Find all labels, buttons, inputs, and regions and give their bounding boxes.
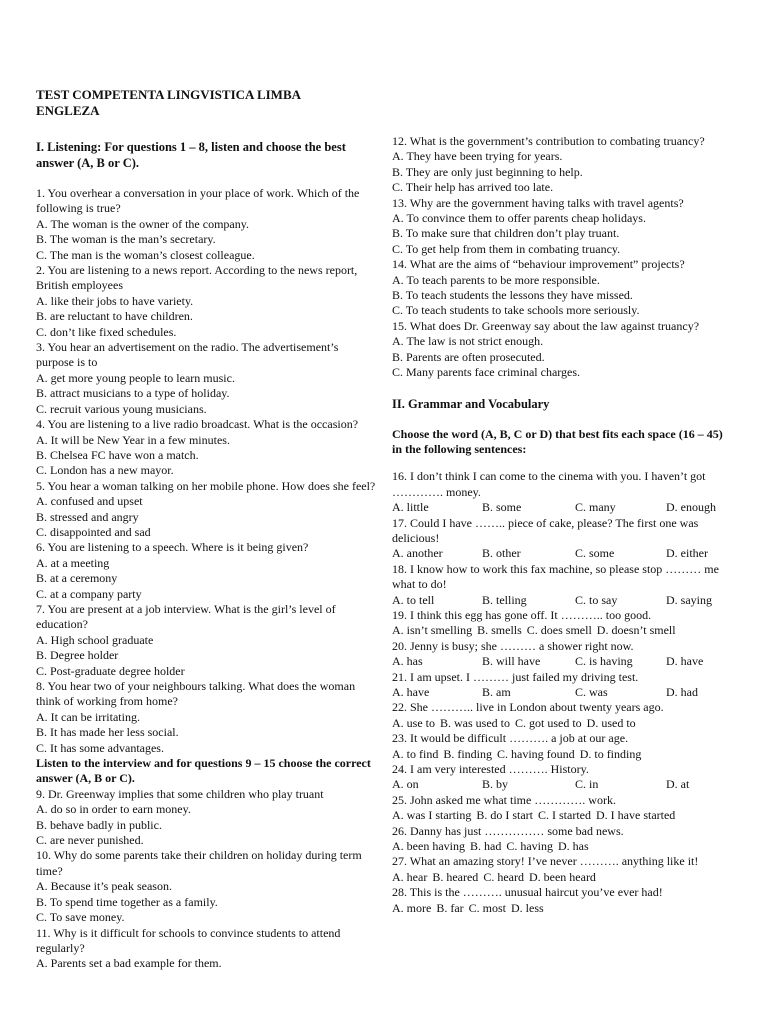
answer-option: B. am — [482, 685, 511, 699]
answer-option: A. use to — [392, 715, 435, 730]
question-line: B. Degree holder — [36, 648, 119, 663]
grammar-question: 21. I am upset. I ……… just failed my driving test. — [392, 669, 639, 684]
question-line: 8. You hear two of your neighbours talking. What does the woman think of working from home? — [36, 679, 356, 709]
page-title: TEST COMPETENTA LINGVISTICA LIMBA ENGLEZA — [36, 87, 301, 118]
answer-option: C. does smell — [526, 623, 592, 638]
answer-option: B. was used to — [440, 715, 510, 730]
answer-option: A. hear — [392, 869, 428, 884]
grammar-question: 17. Could I have …….. piece of cake, please? The first one was delicious! — [392, 515, 699, 545]
answer-options — [392, 593, 732, 608]
answer-option: C. is having — [575, 654, 633, 669]
grammar-question: 28. This is the ………. unusual haircut you’ve ever had! — [392, 885, 663, 900]
answer-option: D. at — [666, 777, 690, 792]
question-line: C. don’t like fixed schedules. — [36, 324, 177, 339]
answer-option: C. I started — [538, 808, 591, 823]
question-line: 13. Why are the government having talks with travel agents? — [392, 195, 684, 210]
question-line: A. They have been trying for years. — [392, 149, 563, 164]
answer-option: B. will have — [482, 654, 541, 669]
answer-option: B. far — [436, 900, 464, 915]
question-line: 10. Why do some parents take their children on holiday during term time? — [36, 848, 362, 878]
question-line: C. London has a new mayor. — [36, 463, 174, 478]
answer-option: B. had — [469, 839, 502, 854]
answer-option: D. have — [666, 654, 704, 669]
grammar-questions — [392, 469, 732, 916]
answer-option: C. was — [575, 685, 608, 699]
question-line: A. do so in order to earn money. — [36, 802, 191, 817]
question-line: 9. Dr. Greenway implies that some children who play truant — [36, 786, 324, 801]
answer-options — [392, 716, 732, 731]
answer-options — [392, 901, 732, 916]
question-line: C. recruit various young musicians. — [36, 401, 207, 416]
grammar-question: 27. What an amazing story! I’ve never ………. anything like it! — [392, 854, 699, 869]
question-line: 12. What is the government’s contribution to combating truancy? — [392, 134, 705, 148]
answer-option: C. many — [575, 500, 616, 515]
answer-option: C. having found — [497, 746, 575, 761]
question-line: 4. You are listening to a live radio broadcast. What is the occasion? — [36, 417, 359, 432]
question-line: B. Parents are often prosecuted. — [392, 349, 545, 364]
answer-option: B. finding — [443, 746, 493, 761]
question-line: B. To make sure that children don’t play truant. — [392, 226, 620, 241]
answer-options — [392, 839, 732, 854]
answer-options — [392, 747, 732, 762]
answer-option: D. less — [511, 900, 544, 915]
grammar-question: 20. Jenny is busy; she ……… a shower right now. — [392, 638, 634, 653]
listening-questions-continued — [392, 134, 732, 381]
question-line: A. Because it’s peak season. — [36, 879, 172, 894]
question-line: C. disappointed and sad — [36, 524, 151, 539]
section-2-heading: II. Grammar and Vocabulary — [392, 396, 550, 411]
answer-options — [392, 808, 732, 823]
answer-options — [392, 685, 732, 700]
question-line: A. like their jobs to have variety. — [36, 293, 194, 308]
answer-option: D. enough — [666, 500, 716, 515]
answer-option: D. I have started — [596, 808, 676, 823]
answer-option: C. most — [468, 900, 506, 915]
grammar-question: 23. It would be difficult ………. a job at our age. — [392, 731, 629, 746]
question-line: 6. You are listening to a speech. Where is it being given? — [36, 540, 309, 555]
answer-option: D. has — [558, 839, 589, 854]
answer-option: B. other — [482, 546, 521, 561]
answer-option: A. has — [392, 654, 423, 669]
question-line: A. It will be New Year in a few minutes. — [36, 432, 230, 447]
answer-options — [392, 623, 732, 638]
question-line: C. To teach students to take schools more seriously. — [392, 303, 640, 318]
answer-option: B. smells — [477, 623, 522, 638]
answer-options — [392, 500, 732, 515]
grammar-question: 18. I know how to work this fax machine, so please stop ……… me what to do! — [392, 561, 719, 592]
question-line: A. It can be irritating. — [36, 709, 140, 724]
answer-option: D. saying — [666, 592, 712, 607]
answer-option: A. have — [392, 685, 430, 699]
answer-option: C. to say — [575, 592, 618, 607]
grammar-question: 22. She ……….. live in London about twenty years ago. — [392, 700, 664, 715]
question-line: C. Post-graduate degree holder — [36, 663, 185, 678]
answer-option: A. to tell — [392, 592, 435, 607]
interview-instruction: Listen to the interview and for questions 9 – 15 choose the correct answer (A, B or C). — [36, 756, 371, 786]
question-line: 1. You overhear a conversation in your place of work. Which of the following is true? — [36, 186, 360, 216]
question-line: B. To teach students the lessons they have missed. — [392, 288, 633, 303]
answer-option: B. do I start — [476, 808, 533, 823]
answer-option: B. some — [482, 500, 522, 515]
right-column — [392, 134, 732, 916]
question-line: A. High school graduate — [36, 632, 154, 647]
question-line: C. To get help from them in combating truancy. — [392, 241, 621, 256]
answer-options — [392, 777, 732, 792]
question-line: B. It has made her less social. — [36, 725, 179, 740]
question-line: B. Chelsea FC have won a match. — [36, 447, 199, 462]
answer-option: B. telling — [482, 592, 527, 607]
question-line: A. get more young people to learn music. — [36, 370, 235, 385]
question-line: C. are never punished. — [36, 833, 144, 848]
answer-options — [392, 654, 732, 669]
question-line: B. The woman is the man’s secretary. — [36, 232, 216, 247]
answer-option: A. little — [392, 500, 429, 515]
answer-option: C. having — [506, 839, 553, 854]
question-line: C. Many parents face criminal charges. — [392, 365, 581, 380]
answer-options — [392, 546, 732, 561]
answer-option: D. used to — [586, 715, 636, 730]
question-line: 15. What does Dr. Greenway say about the law against truancy? — [392, 318, 700, 333]
answer-option: D. either — [666, 546, 708, 561]
answer-option: D. to finding — [579, 746, 642, 761]
question-line: B. stressed and angry — [36, 509, 139, 524]
question-line: A. Parents set a bad example for them. — [36, 956, 222, 971]
answer-option: A. been having — [392, 839, 465, 854]
section-1-heading: I. Listening: For questions 1 – 8, listen and choose the best answer (A, B or C). — [36, 140, 346, 170]
question-line: A. confused and upset — [36, 494, 143, 509]
left-column — [36, 139, 378, 972]
answer-option: A. isn’t smelling — [392, 623, 473, 638]
grammar-question: 16. I don’t think I can come to the cinema with you. I haven’t got …………. money. — [392, 469, 706, 499]
answer-option: A. to find — [392, 746, 439, 761]
question-line: B. are reluctant to have children. — [36, 309, 193, 324]
question-line: B. at a ceremony — [36, 571, 118, 586]
answer-option: A. more — [392, 900, 432, 915]
question-line: A. The woman is the owner of the company. — [36, 216, 249, 231]
question-line: C. The man is the woman’s closest colleague. — [36, 247, 255, 262]
question-line: B. To spend time together as a family. — [36, 894, 218, 909]
answer-option: B. by — [482, 777, 509, 792]
question-line: 2. You are listening to a news report. According to the news report, British employees — [36, 263, 358, 293]
grammar-question: 25. John asked me what time …………. work. — [392, 792, 616, 807]
question-line: A. The law is not strict enough. — [392, 334, 544, 349]
question-line: B. attract musicians to a type of holiday. — [36, 386, 230, 401]
question-line: 3. You hear an advertisement on the radio. The advertisement’s purpose is to — [36, 340, 339, 370]
question-line: B. They are only just beginning to help. — [392, 164, 583, 179]
question-line: B. behave badly in public. — [36, 817, 162, 832]
question-line: A. To convince them to offer parents cheap holidays. — [392, 211, 646, 226]
answer-option: A. another — [392, 546, 443, 561]
answer-option: C. heard — [483, 869, 524, 884]
grammar-question: 26. Danny has just …………… some bad news. — [392, 823, 624, 838]
question-line: C. at a company party — [36, 586, 142, 601]
question-line: C. Their help has arrived too late. — [392, 180, 554, 195]
interview-questions — [36, 787, 378, 972]
answer-option: C. got used to — [515, 715, 582, 730]
question-line: C. It has some advantages. — [36, 740, 164, 755]
answer-option: D. had — [666, 685, 698, 699]
grammar-question: 24. I am very interested ………. History. — [392, 762, 589, 777]
answer-options — [392, 870, 732, 885]
answer-option: D. doesn’t smell — [596, 623, 676, 638]
section-1-questions — [36, 186, 378, 756]
question-line: A. at a meeting — [36, 555, 110, 570]
grammar-question: 19. I think this egg has gone off. It ……….. too good. — [392, 607, 652, 622]
answer-option: D. been heard — [528, 869, 596, 884]
answer-option: A. was I starting — [392, 808, 472, 823]
question-line: 11. Why is it difficult for schools to convince students to attend regularly? — [36, 925, 341, 955]
question-line: 5. You hear a woman talking on her mobile phone. How does she feel? — [36, 478, 376, 493]
question-line: C. To save money. — [36, 910, 125, 925]
question-line: 14. What are the aims of “behaviour improvement” projects? — [392, 257, 685, 272]
answer-option: A. on — [392, 777, 419, 792]
question-line: A. To teach parents to be more responsible. — [392, 272, 600, 287]
answer-option: B. heared — [432, 869, 479, 884]
answer-option: C. some — [575, 546, 615, 561]
question-line: 7. You are present at a job interview. What is the girl’s level of education? — [36, 601, 336, 632]
answer-option: C. in — [575, 777, 599, 792]
section-2-instruction: Choose the word (A, B, C or D) that best fits each space (16 – 45) in the following sentences: — [392, 426, 723, 456]
